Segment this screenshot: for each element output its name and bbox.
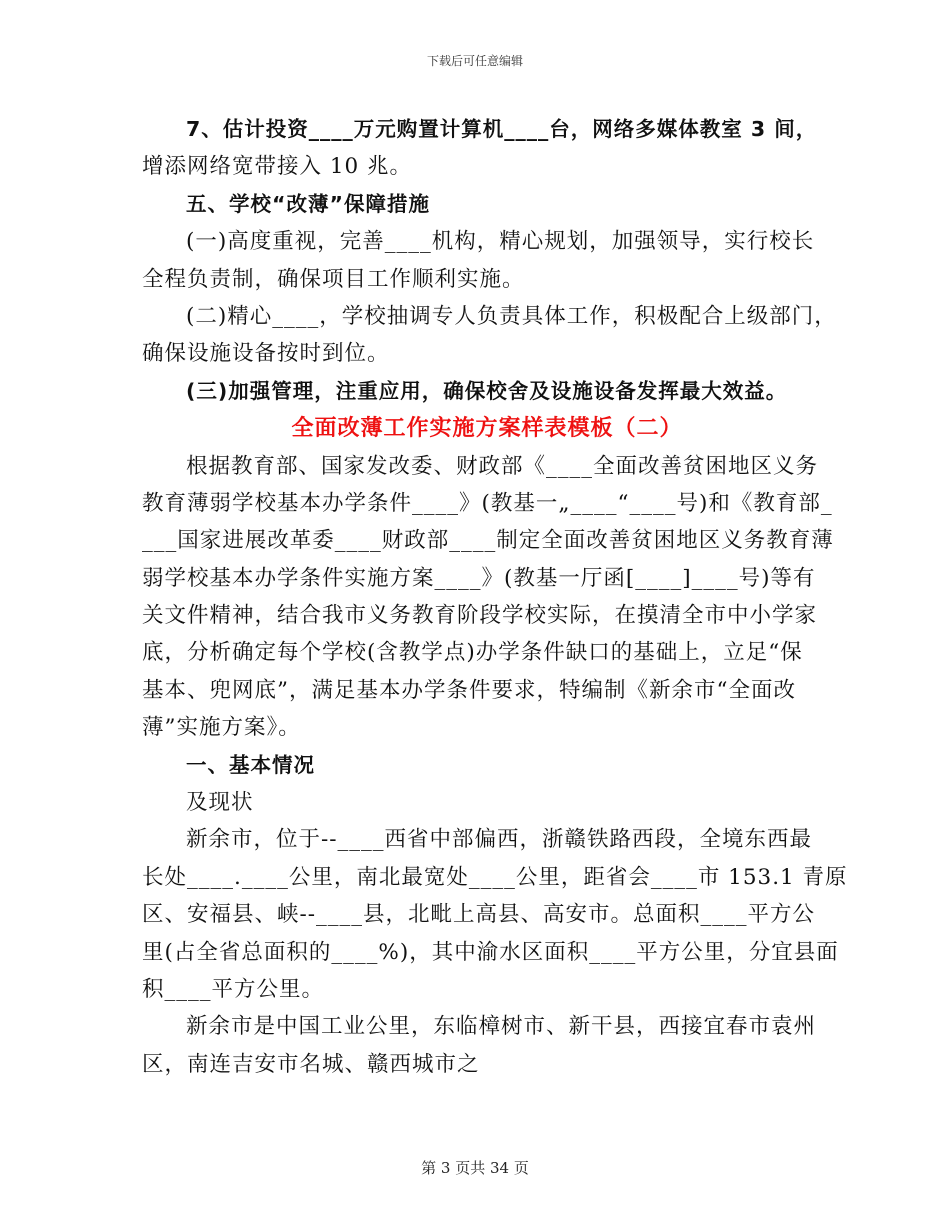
- paragraph-line: 7、估计投资____万元购置计算机____台，网络多媒体教室 3 间，: [186, 117, 818, 141]
- page-header: 下载后可任意编辑: [426, 54, 523, 68]
- paragraph-line: 关文件精神，结合我市义务教育阶段学校实际，在摸清全市中小学家: [142, 603, 818, 629]
- paragraph-line: (一)高度重视，完善____机构，精心规划，加强领导，实行校长: [186, 229, 815, 255]
- paragraph-line: 根据教育部、国家发改委、财政部《____全面改善贫困地区义务: [186, 453, 819, 479]
- paragraph-line: 新余市是中国工业公里，东临樟树市、新干县，西接宜春市袁州: [186, 1014, 817, 1040]
- document-body: [142, 111, 848, 1083]
- paragraph-line: 教育薄弱学校基本办学条件____》(教基一„____“____号)和《教育部_: [142, 490, 833, 516]
- paragraph-line: 弱学校基本办学条件实施方案____》(教基一厅函[____]____号)等有: [142, 565, 816, 591]
- paragraph-line: 薄”实施方案》。: [142, 715, 301, 741]
- paragraph-line: 里(占全省总面积的____%)，其中渝水区面积____平方公里，分宜县面: [142, 939, 839, 965]
- paragraph-line: 积____平方公里。: [142, 976, 325, 1002]
- paragraph-line: 新余市，位于--____西省中部偏西，浙赣铁路西段，全境东西最: [186, 827, 813, 853]
- paragraph-line: 全程负责制，确保项目工作顺利实施。: [142, 266, 525, 292]
- paragraph-line: (二)精心____，学校抽调专人负责具体工作，积极配合上级部门，: [186, 303, 837, 329]
- document-title: 全面改薄工作实施方案样表模板（二）: [291, 416, 683, 442]
- section-heading: 一、基本情况: [186, 752, 315, 777]
- paragraph-line: ___国家进展改革委____财政部____制定全面改善贫困地区义务教育薄: [142, 528, 834, 554]
- paragraph-line: (三)加强管理，注重应用，确保校舍及设施设备发挥最大效益。: [186, 378, 788, 403]
- paragraph-line: 及现状: [186, 790, 254, 816]
- paragraph-line: 底，分析确定每个学校(含教学点)办学条件缺口的基础上，立足“保: [142, 640, 803, 666]
- page-footer: 第 3 页共 34 页: [421, 1159, 529, 1177]
- paragraph-line: 长处____.____公里，南北最宽处____公里，距省会____市 153.1 青原: [142, 864, 848, 890]
- paragraph-line: 区，南连吉安市名城、赣西城市之: [142, 1051, 480, 1077]
- section-heading: 五、学校“改薄”保障措施: [186, 191, 430, 216]
- paragraph-line: 区、安福县、峡--____县，北毗上高县、高安市。总面积____平方公: [142, 902, 816, 928]
- paragraph-line: 增添网络宽带接入 10 兆。: [142, 154, 413, 180]
- paragraph-line: 基本、兜网底”，满足基本办学条件要求，特编制《新余市“全面改: [142, 677, 796, 703]
- paragraph-line: 确保设施设备按时到位。: [142, 341, 390, 367]
